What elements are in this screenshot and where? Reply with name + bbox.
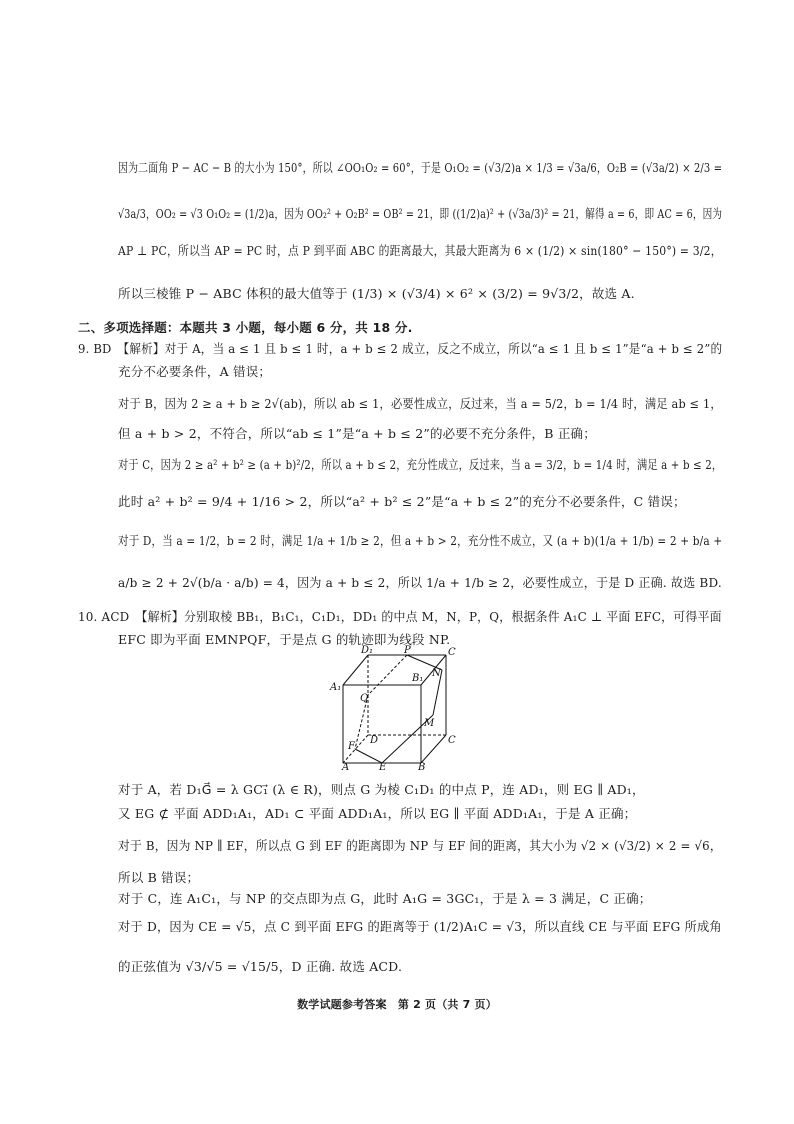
sol10-line6: 所以 B 错误； (118, 870, 200, 885)
sol10-line3: 对于 A，若 D₁G⃗ = λ GC₁⃗ (λ ∈ R)，则点 G 为棱 C₁D₁ 的中点 P，连 AD₁，则 EG ∥ AD₁， (118, 782, 645, 797)
sol8-line2: √3a/3，OO₂ = √3 O₁O₂ = (1/2)a，因为 OO₂² + O₂B² = OB² = 21，即 ((1/2)a)² + (√3a/3)² = 21，解得 a = 6，即 AC = 6，因为 (118, 206, 723, 221)
label-p: P (404, 645, 411, 656)
sol9-line2: 充分不必要条件，A 错误； (118, 364, 272, 379)
sol8-line3: AP ⊥ PC，所以当 AP = PC 时，点 P 到平面 ABC 的距离最大，其最大距离为 6 × (1/2) × sin(180° − 150°) = 3/2， (118, 243, 722, 258)
label-n: N (432, 668, 441, 679)
sol9-line8: a/b ≥ 2 + 2√(b/a · a/b) = 4，因为 a + b ≤ 2，所以 1/a + 1/b ≥ 2，必要性成立，于是 D 正确. 故选 BD. (118, 575, 722, 590)
section-pq (368, 655, 407, 695)
sol10-line5: 对于 B，因为 NP ∥ EF，所以点 G 到 EF 的距离即为 NP 与 EF 间的距离，其大小为 √2 × (√3/2) × 2 = √6， (118, 838, 722, 853)
sol9-line7: 对于 D，当 a = 1/2，b = 2 时，满足 1/a + 1/b ≥ 2，但 a + b > 2，充分性不成立，又 (a + b)(1/a + 1/b) = 2 + b/a + (118, 533, 723, 548)
sol8-line4: 所以三棱锥 P − ABC 体积的最大值等于 (1/3) × (√3/4) × 6² × (3/2) = 9√3/2，故选 A. (118, 286, 635, 301)
sol9-line4: 但 a + b > 2，不符合，所以“ab ≤ 1”是“a + b ≤ 2”的必要不充分条件，B 正确； (118, 426, 596, 441)
label-c: C (448, 735, 456, 746)
sol10-line2: EFC 即为平面 EMNPQF，于是点 G 的轨迹即为线段 NP. (118, 632, 451, 647)
sol10-line8: 对于 D，因为 CE = √5，点 C 到平面 EFG 的距离等于 (1/2)A₁C = √3，所以直线 CE 与平面 EFG 所成角 (118, 919, 722, 934)
label-c1: C (448, 647, 456, 658)
sol9-line1: 9. BD 【解析】对于 A，当 a ≤ 1 且 b ≤ 1 时，a + b ≤ 2 成立，反之不成立，所以“a ≤ 1 且 b ≤ 1”是“a + b ≤ 2”的 (78, 341, 723, 356)
edge-cb (421, 735, 446, 763)
sol9-line6: 此时 a² + b² = 9/4 + 1/16 > 2，所以“a² + b² ≤ 2”是“a + b ≤ 2”的充分不必要条件，C 错误； (118, 494, 686, 509)
label-m: M (424, 718, 435, 729)
sol10-line4: 又 EG ⊄ 平面 ADD₁A₁，AD₁ ⊂ 平面 ADD₁A₁，所以 EG ∥ 平面 ADD₁A₁，于是 A 正确； (118, 806, 637, 821)
sol9-line3: 对于 B，因为 2 ≥ a + b ≥ 2√(ab)，所以 ab ≤ 1，必要性成立，反过来，当 a = 5/2，b = 1/4 时，满足 ab ≤ 1， (118, 396, 722, 411)
sol9-line5: 对于 C，因为 2 ≥ a² + b² ≥ (a + b)²/2，所以 a + b ≤ 2，充分性成立，反过来，当 a = 3/2，b = 1/4 时，满足 a + b ≤ 2， (118, 457, 723, 472)
sol10-line1: 10. ACD 【解析】分别取棱 BB₁，B₁C₁，C₁D₁，DD₁ 的中点 M，N，P，Q，根据条件 A₁C ⊥ 平面 EFC，可得平面 (78, 609, 722, 624)
section-heading: 二、多项选择题：本题共 3 小题，每小题 6 分，共 18 分. (78, 320, 413, 335)
sol10-line9: 的正弦值为 √3/√5 = √15/5，D 正确. 故选 ACD. (118, 959, 403, 974)
page-footer: 数学试题参考答案 第 2 页（共 7 页） (297, 998, 497, 1011)
label-a1: A₁ (330, 682, 342, 693)
sol8-line1: 因为二面角 P − AC − B 的大小为 150°，所以 ∠OO₁O₂ = 60°，于是 O₁O₂ = (√3/2)a × 1/3 = √3a/6，O₂B = (√3a/2) × 2/3 = (118, 160, 723, 175)
label-a: A (342, 762, 350, 770)
label-e: E (379, 762, 387, 770)
label-d: D (370, 735, 379, 746)
cube-figure (328, 645, 463, 770)
label-b: B (418, 762, 426, 770)
label-d1: D₁ (361, 645, 374, 656)
section-fe (355, 749, 382, 763)
sol10-line7: 对于 C，连 A₁C₁，与 NP 的交点即为点 G，此时 A₁G = 3GC₁，于是 λ = 3 满足，C 正确； (118, 891, 652, 906)
label-f: F (348, 741, 355, 752)
label-b1: B₁ (412, 673, 424, 684)
label-q: Q (360, 693, 369, 704)
edge-d1a1 (343, 655, 368, 685)
